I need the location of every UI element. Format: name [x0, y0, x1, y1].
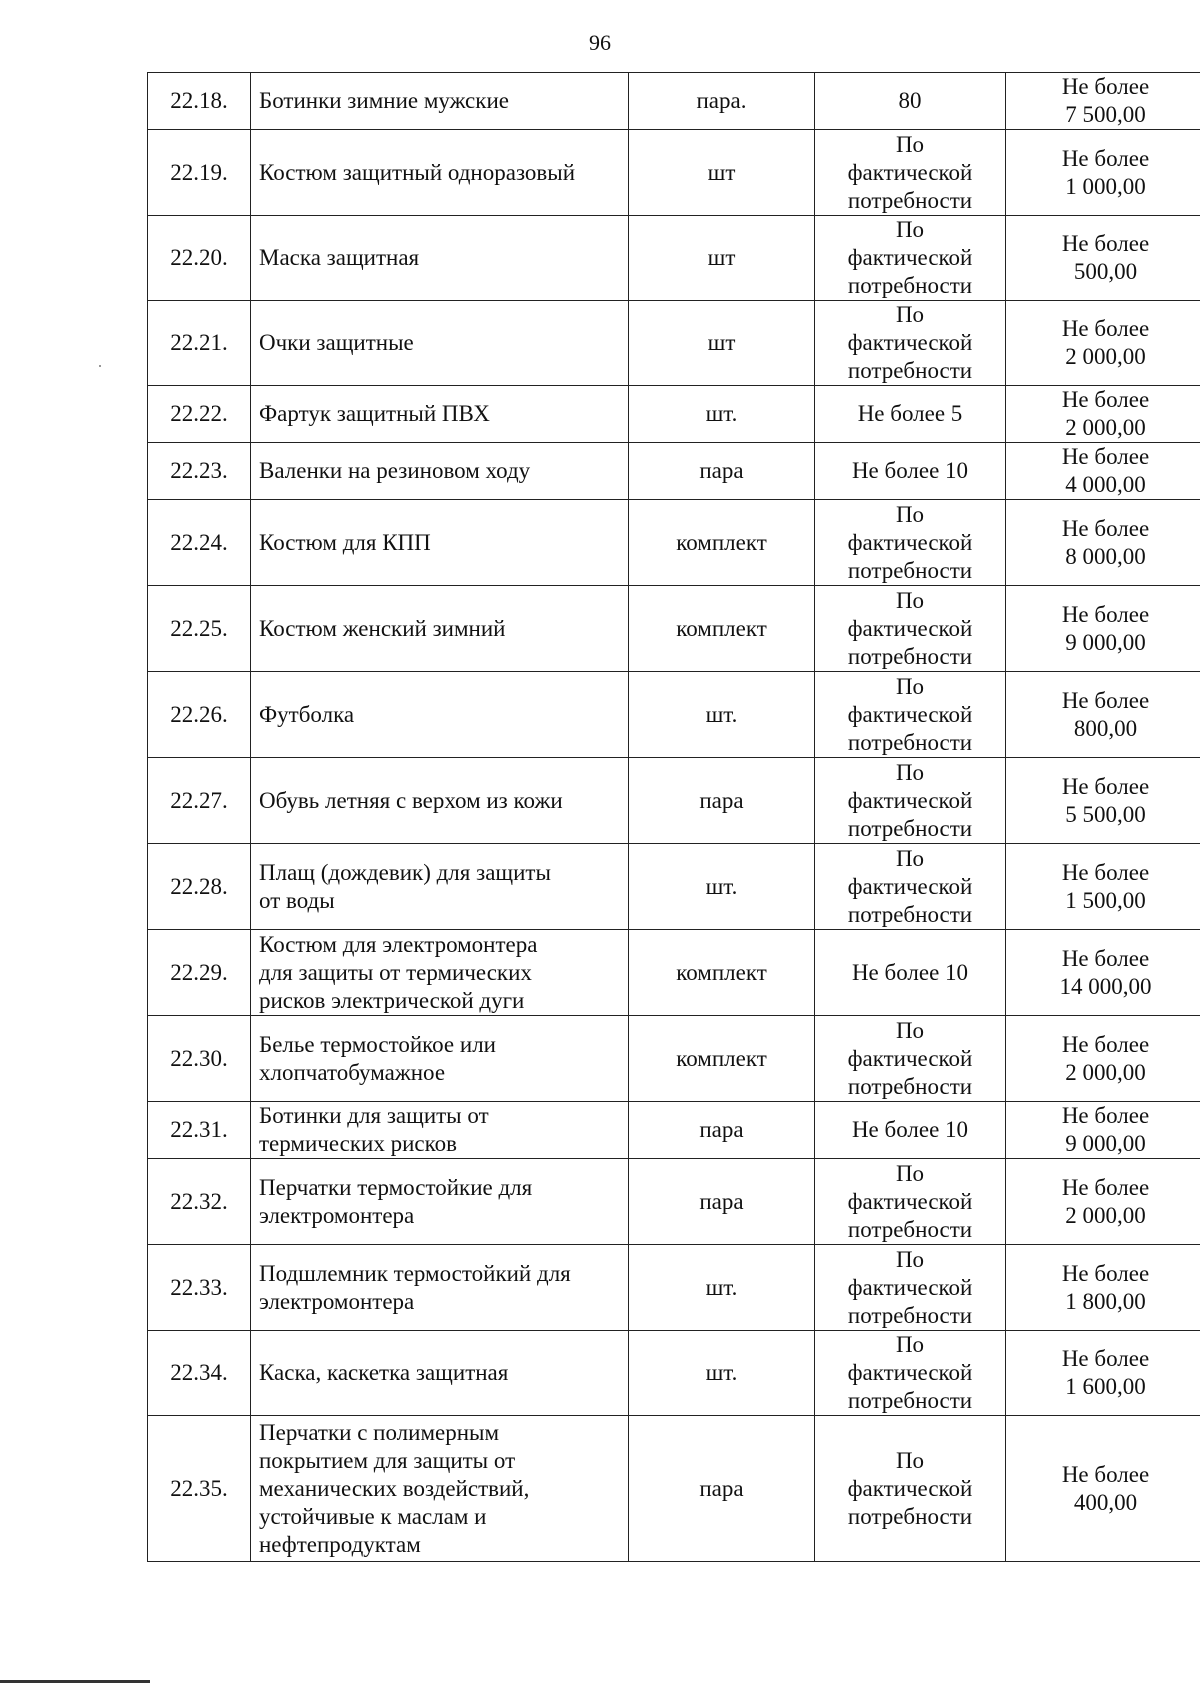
price-cell: Не более 2 000,00 — [1006, 386, 1200, 443]
price-cell: Не более 4 000,00 — [1006, 443, 1200, 500]
row-number-cell: 22.32. — [148, 1159, 251, 1245]
price-cell: Не более 1 600,00 — [1006, 1331, 1200, 1416]
specs-table-body — [148, 73, 1200, 1562]
quantity-cell: По фактической потребности — [815, 130, 1006, 216]
table-row — [148, 500, 1200, 586]
price-cell: Не более 9 000,00 — [1006, 1102, 1200, 1159]
quantity-cell: По фактической потребности — [815, 500, 1006, 586]
row-number-cell: 22.23. — [148, 443, 251, 500]
item-name-cell: Плащ (дождевик) для защиты от воды — [251, 844, 629, 930]
quantity-cell: Не более 5 — [815, 386, 1006, 443]
table-row — [148, 1159, 1200, 1245]
price-cell: Не более 7 500,00 — [1006, 73, 1200, 130]
row-number-cell: 22.19. — [148, 130, 251, 216]
quantity-cell: По фактической потребности — [815, 301, 1006, 386]
unit-cell: шт. — [629, 844, 815, 930]
table-row — [148, 844, 1200, 930]
item-name-cell: Валенки на резиновом ходу — [251, 443, 629, 500]
unit-cell: пара — [629, 1416, 815, 1562]
price-cell: Не более 5 500,00 — [1006, 758, 1200, 844]
unit-cell: комплект — [629, 1016, 815, 1102]
table-row — [148, 216, 1200, 301]
unit-cell: шт — [629, 301, 815, 386]
row-number-cell: 22.24. — [148, 500, 251, 586]
table-row — [148, 130, 1200, 216]
row-number-cell: 22.26. — [148, 672, 251, 758]
table-row — [148, 301, 1200, 386]
table-row — [148, 586, 1200, 672]
row-number-cell: 22.25. — [148, 586, 251, 672]
table-row — [148, 73, 1200, 130]
item-name-cell: Очки защитные — [251, 301, 629, 386]
price-cell: Не более 2 000,00 — [1006, 1016, 1200, 1102]
item-name-cell: Ботинки зимние мужские — [251, 73, 629, 130]
price-cell: Не более 800,00 — [1006, 672, 1200, 758]
table-row — [148, 930, 1200, 1016]
price-cell: Не более 400,00 — [1006, 1416, 1200, 1562]
scan-speck — [99, 365, 101, 367]
item-name-cell: Костюм женский зимний — [251, 586, 629, 672]
price-cell: Не более 1 000,00 — [1006, 130, 1200, 216]
quantity-cell: По фактической потребности — [815, 672, 1006, 758]
table-row — [148, 1245, 1200, 1331]
price-cell: Не более 9 000,00 — [1006, 586, 1200, 672]
item-name-cell: Костюм защитный одноразовый — [251, 130, 629, 216]
scan-edge-rule — [0, 1680, 150, 1683]
quantity-cell: По фактической потребности — [815, 844, 1006, 930]
item-name-cell: Белье термостойкое или хлопчатобумажное — [251, 1016, 629, 1102]
item-name-cell: Подшлемник термостойкий для электромонтера — [251, 1245, 629, 1331]
specs-table — [147, 72, 1200, 1562]
item-name-cell: Фартук защитный ПВХ — [251, 386, 629, 443]
quantity-cell: Не более 10 — [815, 1102, 1006, 1159]
unit-cell: пара. — [629, 73, 815, 130]
price-cell: Не более 2 000,00 — [1006, 1159, 1200, 1245]
unit-cell: пара — [629, 1102, 815, 1159]
item-name-cell: Ботинки для защиты от термических рисков — [251, 1102, 629, 1159]
row-number-cell: 22.33. — [148, 1245, 251, 1331]
table-row — [148, 1331, 1200, 1416]
item-name-cell: Маска защитная — [251, 216, 629, 301]
row-number-cell: 22.30. — [148, 1016, 251, 1102]
row-number-cell: 22.20. — [148, 216, 251, 301]
unit-cell: пара — [629, 758, 815, 844]
item-name-cell: Перчатки термостойкие для электромонтера — [251, 1159, 629, 1245]
table-row — [148, 443, 1200, 500]
quantity-cell: По фактической потребности — [815, 1245, 1006, 1331]
quantity-cell: По фактической потребности — [815, 1159, 1006, 1245]
table-row — [148, 1102, 1200, 1159]
quantity-cell: По фактической потребности — [815, 1416, 1006, 1562]
unit-cell: шт. — [629, 1245, 815, 1331]
table-row — [148, 1016, 1200, 1102]
row-number-cell: 22.29. — [148, 930, 251, 1016]
quantity-cell: По фактической потребности — [815, 1331, 1006, 1416]
item-name-cell: Костюм для электромонтера для защиты от термических рисков электрической дуги — [251, 930, 629, 1016]
item-name-cell: Каска, каскетка защитная — [251, 1331, 629, 1416]
unit-cell: шт. — [629, 386, 815, 443]
item-name-cell: Костюм для КПП — [251, 500, 629, 586]
table-row — [148, 672, 1200, 758]
quantity-cell: По фактической потребности — [815, 216, 1006, 301]
table-row — [148, 1416, 1200, 1562]
quantity-cell: По фактической потребности — [815, 758, 1006, 844]
item-name-cell: Перчатки с полимерным покрытием для защиты от механических воздействий, устойчивые к маслам и нефтепродуктам — [251, 1416, 629, 1562]
price-cell: Не более 1 800,00 — [1006, 1245, 1200, 1331]
quantity-cell: По фактической потребности — [815, 1016, 1006, 1102]
row-number-cell: 22.31. — [148, 1102, 251, 1159]
unit-cell: комплект — [629, 586, 815, 672]
row-number-cell: 22.35. — [148, 1416, 251, 1562]
row-number-cell: 22.34. — [148, 1331, 251, 1416]
price-cell: Не более 500,00 — [1006, 216, 1200, 301]
row-number-cell: 22.27. — [148, 758, 251, 844]
unit-cell: пара — [629, 443, 815, 500]
unit-cell: шт — [629, 130, 815, 216]
item-name-cell: Обувь летняя с верхом из кожи — [251, 758, 629, 844]
quantity-cell: 80 — [815, 73, 1006, 130]
row-number-cell: 22.22. — [148, 386, 251, 443]
quantity-cell: Не более 10 — [815, 930, 1006, 1016]
row-number-cell: 22.18. — [148, 73, 251, 130]
table-row — [148, 386, 1200, 443]
unit-cell: шт — [629, 216, 815, 301]
unit-cell: шт. — [629, 672, 815, 758]
price-cell: Не более 1 500,00 — [1006, 844, 1200, 930]
price-cell: Не более 8 000,00 — [1006, 500, 1200, 586]
item-name-cell: Футболка — [251, 672, 629, 758]
unit-cell: комплект — [629, 500, 815, 586]
unit-cell: пара — [629, 1159, 815, 1245]
quantity-cell: Не более 10 — [815, 443, 1006, 500]
table-row — [148, 758, 1200, 844]
unit-cell: шт. — [629, 1331, 815, 1416]
row-number-cell: 22.28. — [148, 844, 251, 930]
page-number: 96 — [589, 30, 611, 55]
price-cell: Не более 2 000,00 — [1006, 301, 1200, 386]
row-number-cell: 22.21. — [148, 301, 251, 386]
price-cell: Не более 14 000,00 — [1006, 930, 1200, 1016]
unit-cell: комплект — [629, 930, 815, 1016]
quantity-cell: По фактической потребности — [815, 586, 1006, 672]
